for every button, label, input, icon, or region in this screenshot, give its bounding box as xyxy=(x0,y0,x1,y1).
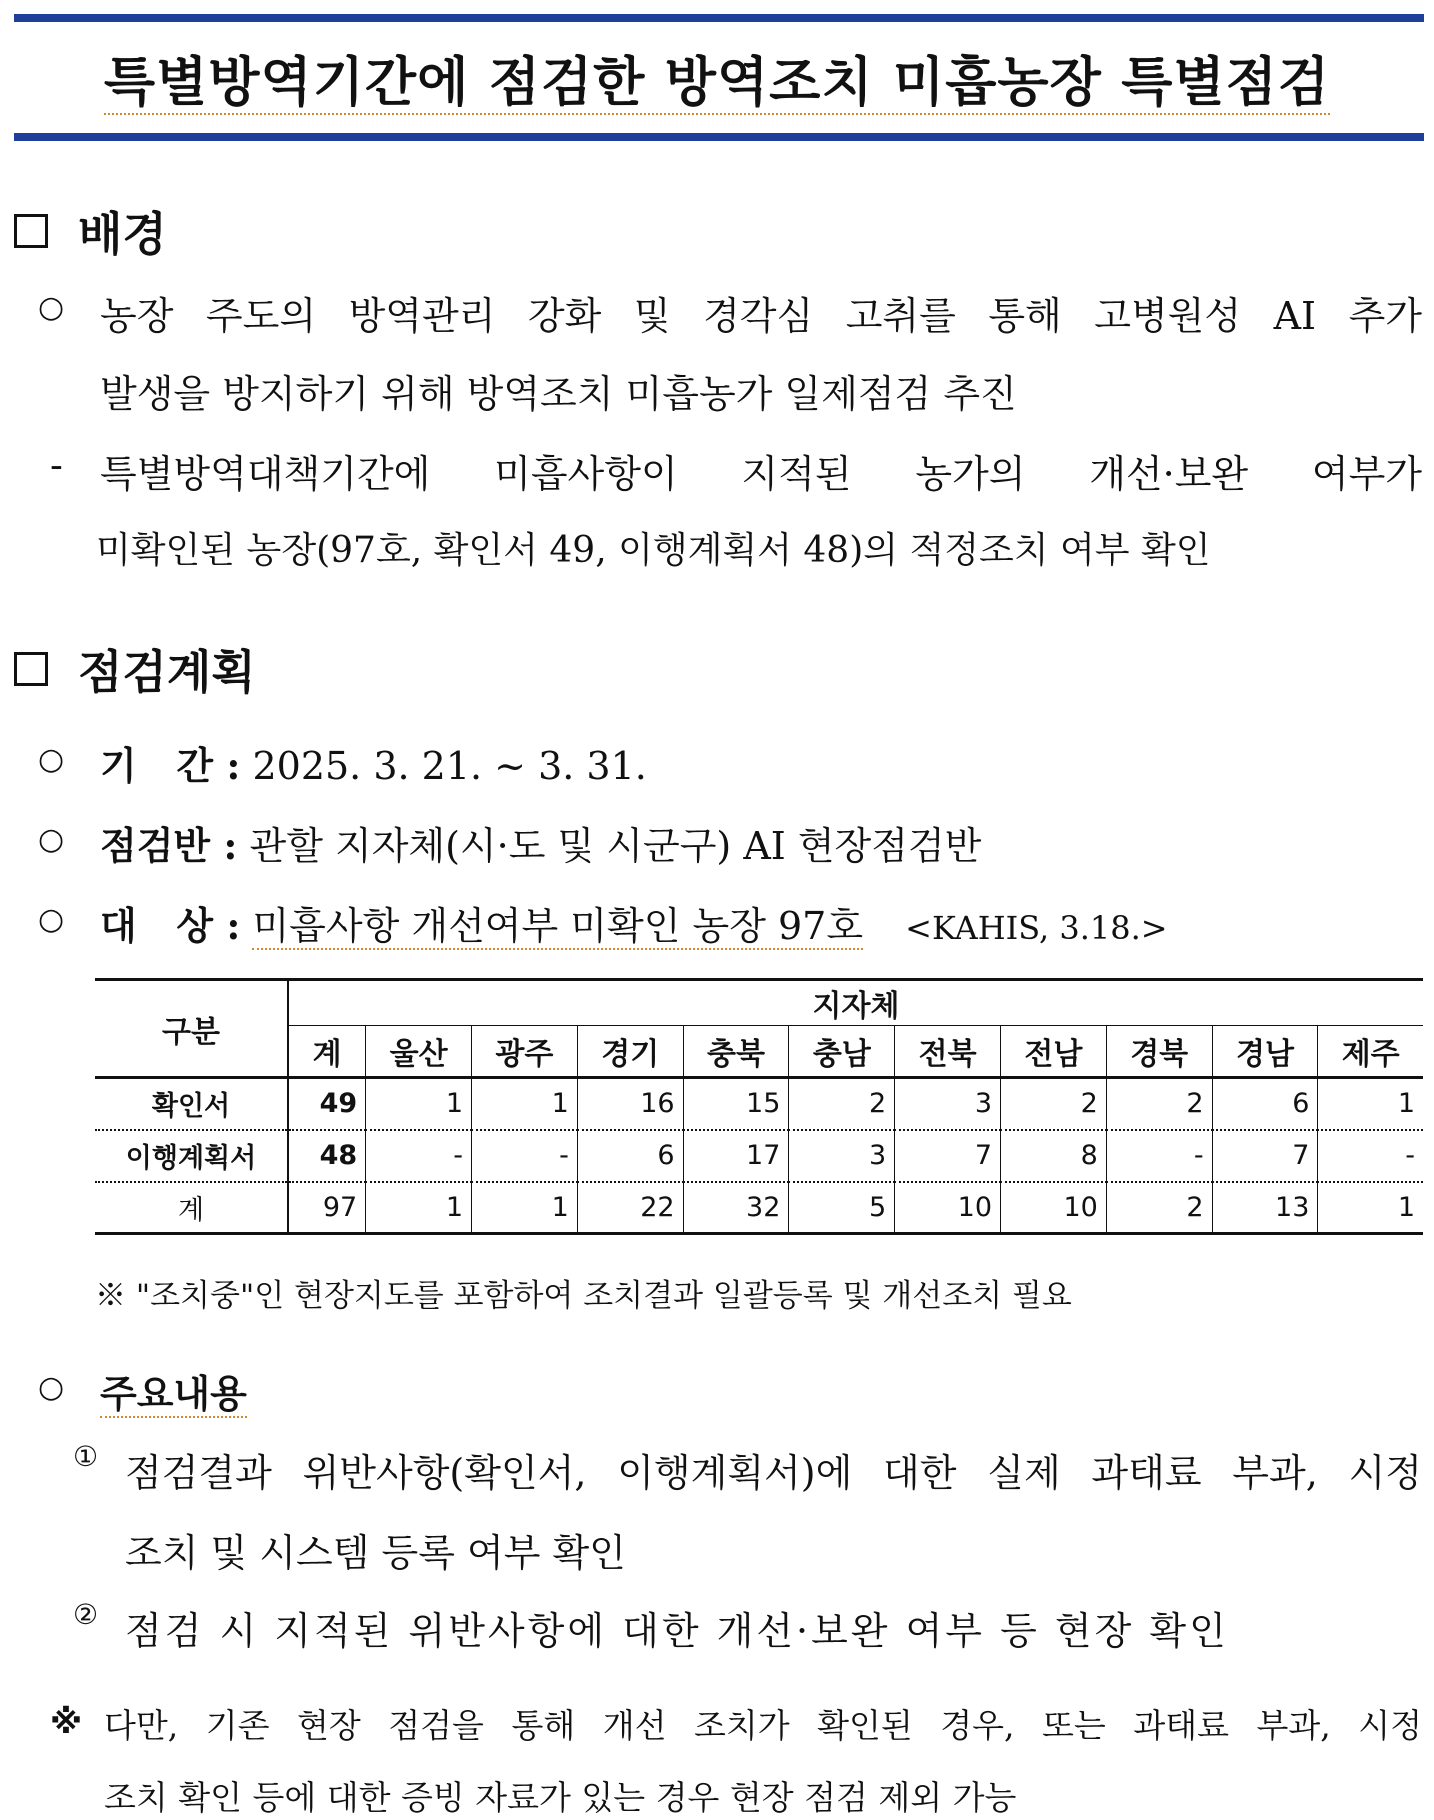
table-column-header: 충북 xyxy=(683,1026,789,1078)
number-one-icon: ① xyxy=(73,1440,99,1473)
table-cell: 7 xyxy=(895,1130,1001,1182)
table-cell: 97 xyxy=(322,1191,358,1223)
table-cell: - xyxy=(366,1130,472,1182)
table-row xyxy=(95,1182,1423,1234)
table-cell: 1 xyxy=(1318,1182,1423,1234)
target-label: 대 상 : xyxy=(100,903,241,948)
table-cell: 10 xyxy=(895,1182,1001,1234)
table-column-header: 경북 xyxy=(1106,1026,1212,1078)
table-cell: 6 xyxy=(1212,1078,1318,1130)
circle-bullet-icon: ○ xyxy=(38,1370,65,1405)
table-cell: 1 xyxy=(1318,1078,1423,1130)
table-cell: 48 xyxy=(319,1140,358,1171)
table-cell: - xyxy=(472,1130,578,1182)
target-source: <KAHIS, 3.18.> xyxy=(905,909,1168,947)
section-plan-heading: 점검계획 xyxy=(14,636,256,702)
period-label: 기 간 : xyxy=(100,743,241,788)
table-column-header: 전남 xyxy=(1001,1026,1107,1078)
table-cell: 32 xyxy=(683,1182,789,1234)
main-item-1-line-2: 조치 및 시스템 등록 여부 확인 xyxy=(125,1531,626,1575)
table-cell: 1 xyxy=(366,1078,472,1130)
table-cell: - xyxy=(1318,1130,1423,1182)
main-item-2-line-1: 점검 시 지적된 위반사항에 대한 개선·보완 여부 등 현장 확인 xyxy=(125,1609,1229,1653)
table-cell: 7 xyxy=(1212,1130,1318,1182)
table-cell: 16 xyxy=(577,1078,683,1130)
section-background-heading: 배경 xyxy=(14,198,167,264)
footnote-line-1: 다만, 기존 현장 점검을 통해 개선 조치가 확인된 경우, 또는 과태료 부과, 시정 xyxy=(104,1706,1422,1745)
circle-bullet-icon: ○ xyxy=(38,822,65,857)
background-dash-line-1: 특별방역대책기간에 미흡사항이 지적된 농가의 개선·보완 여부가 xyxy=(100,452,1422,496)
table-cell: 2 xyxy=(789,1078,895,1130)
table-column-header: 광주 xyxy=(472,1026,578,1078)
table-cell: 1 xyxy=(472,1078,578,1130)
table-row-label: 확인서 xyxy=(95,1078,288,1130)
table-row-label: 계 xyxy=(95,1182,288,1234)
table-cell: 49 xyxy=(319,1088,358,1120)
table-column-header: 전북 xyxy=(895,1026,1001,1078)
circle-bullet-icon: ○ xyxy=(38,902,65,937)
table-column-header: 제주 xyxy=(1318,1026,1423,1078)
background-bullet-line-2: 발생을 방지하기 위해 방역조치 미흡농가 일제점검 추진 xyxy=(100,372,1017,416)
dash-bullet-icon: - xyxy=(50,443,63,487)
team-label: 점검반 : xyxy=(100,823,238,868)
title-bottom-rule xyxy=(14,133,1424,141)
table-cell: 3 xyxy=(895,1078,1001,1130)
table-row-header: 구분 xyxy=(95,980,288,1078)
checkbox-square-icon xyxy=(14,652,48,686)
table-cell: 8 xyxy=(1001,1130,1107,1182)
table-cell: 2 xyxy=(1106,1182,1212,1234)
table-group-header: 지자체 xyxy=(288,980,1423,1026)
table-cell: 5 xyxy=(789,1182,895,1234)
table-cell: 13 xyxy=(1212,1182,1318,1234)
target-value: 미흡사항 개선여부 미확인 농장 97호 xyxy=(252,904,864,948)
table-cell: 6 xyxy=(577,1130,683,1182)
table-cell: 22 xyxy=(577,1182,683,1234)
checkbox-square-icon xyxy=(14,214,48,248)
table-row-label: 이행계획서 xyxy=(95,1130,288,1182)
table-cell: 15 xyxy=(683,1078,789,1130)
circle-bullet-icon: ○ xyxy=(38,742,65,777)
table-column-header: 경기 xyxy=(577,1026,683,1078)
table-cell: 1 xyxy=(472,1182,578,1234)
table-note: ※ "조치중"인 현장지도를 포함하여 조치결과 일괄등록 및 개선조치 필요 xyxy=(95,1278,1072,1314)
table-cell: 2 xyxy=(1106,1078,1212,1130)
title-top-rule xyxy=(14,14,1424,22)
inspection-target-table xyxy=(95,978,1423,1235)
table-cell: 3 xyxy=(789,1130,895,1182)
table-cell: - xyxy=(1106,1130,1212,1182)
number-two-icon: ② xyxy=(73,1598,99,1631)
plan-target xyxy=(100,895,1168,950)
period-value: 2025. 3. 21. ~ 3. 31. xyxy=(252,744,647,788)
table-column-header: 경남 xyxy=(1212,1026,1318,1078)
table-row xyxy=(95,1078,1423,1130)
table-cell: 10 xyxy=(1001,1182,1107,1234)
plan-period xyxy=(100,735,647,790)
table-cell: 1 xyxy=(366,1182,472,1234)
table-column-header: 울산 xyxy=(366,1026,472,1078)
table-row xyxy=(95,1130,1423,1182)
circle-bullet-icon: ○ xyxy=(38,290,65,325)
table-cell: 17 xyxy=(683,1130,789,1182)
footnote-marker: ※ xyxy=(50,1702,83,1741)
team-value: 관할 지자체(시·도 및 시군구) AI 현장점검반 xyxy=(249,824,982,868)
main-contents-heading: 주요내용 xyxy=(100,1371,247,1416)
main-item-1-line-1: 점검결과 위반사항(확인서, 이행계획서)에 대한 실제 과태료 부과, 시정 xyxy=(125,1451,1422,1495)
background-bullet-line-1: 농장 주도의 방역관리 강화 및 경각심 고취를 통해 고병원성 AI 추가 xyxy=(100,294,1422,338)
plan-team xyxy=(100,815,981,870)
page-title: 특별방역기간에 점검한 방역조치 미흡농장 특별점검 xyxy=(103,52,1331,113)
table-column-header: 충남 xyxy=(789,1026,895,1078)
table-cell: 2 xyxy=(1001,1078,1107,1130)
footnote-line-2: 조치 확인 등에 대한 증빙 자료가 있는 경우 현장 점검 제외 가능 xyxy=(104,1778,1017,1817)
table-column-header: 계 xyxy=(312,1037,342,1072)
background-dash-line-2: 미확인된 농장(97호, 확인서 49, 이행계획서 48)의 적정조치 여부 확인 xyxy=(96,530,1211,571)
